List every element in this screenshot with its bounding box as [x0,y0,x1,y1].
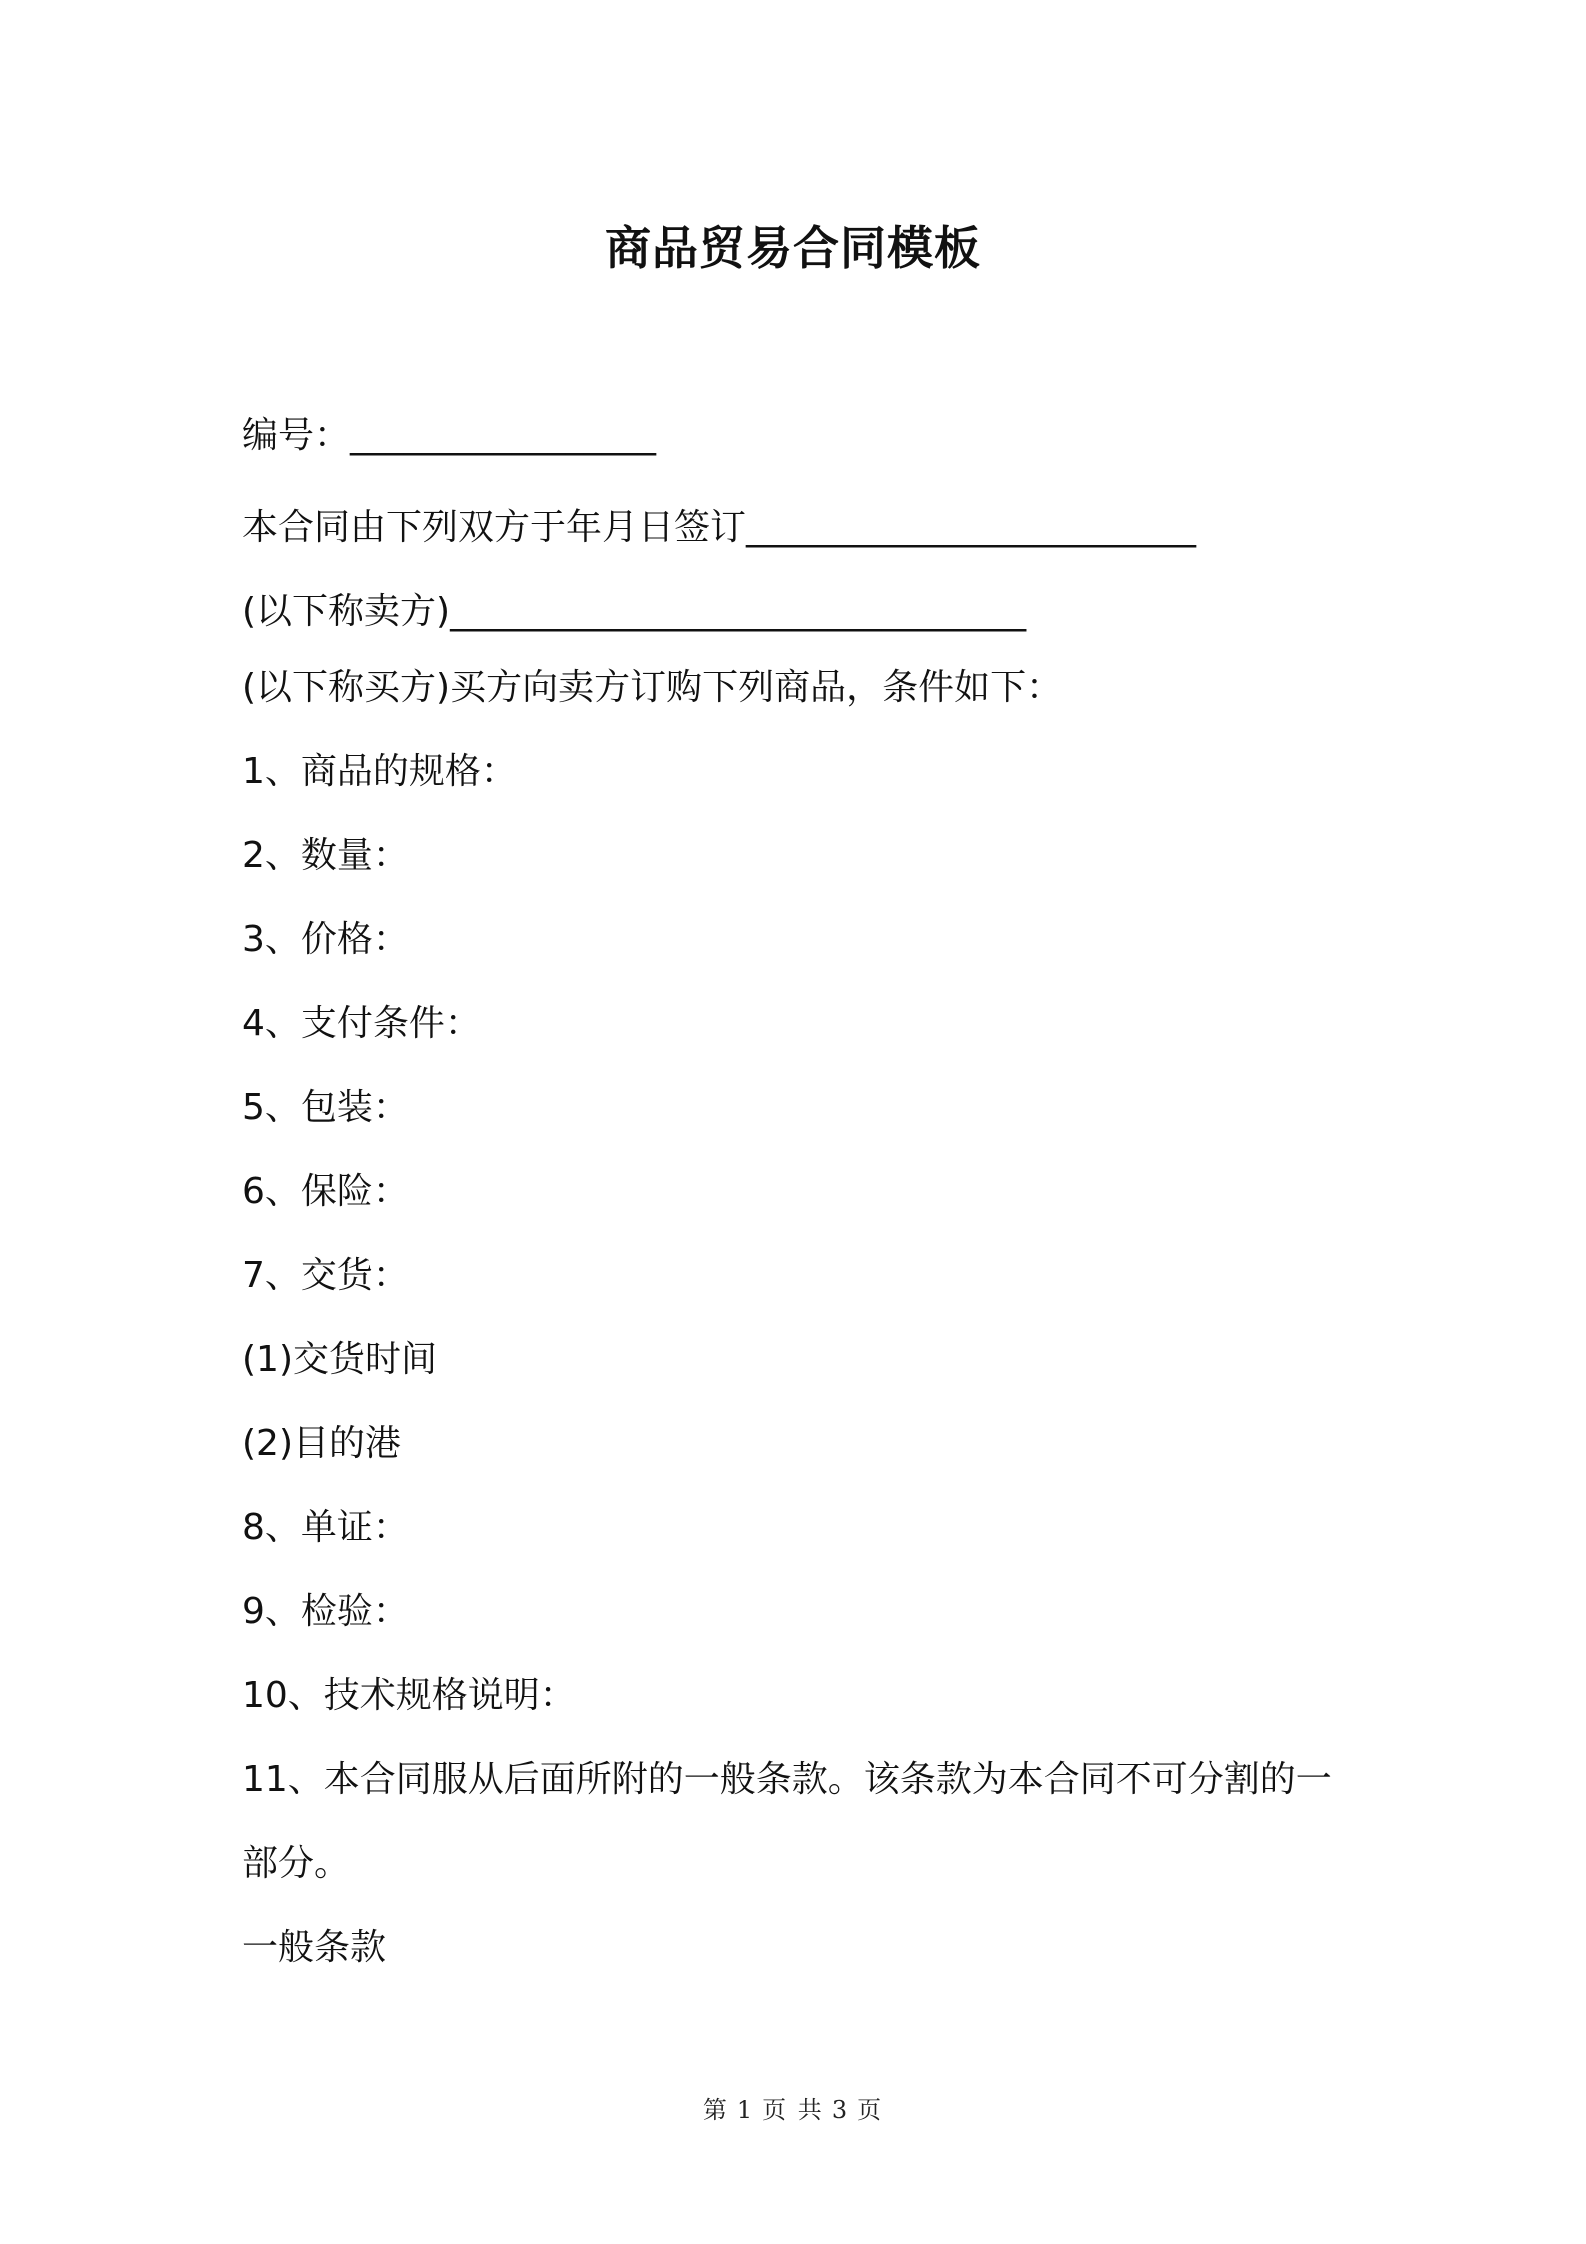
clause-delivery: 7、交货： [242,1255,409,1296]
clause-payment: 4、支付条件： [242,1003,481,1044]
document-title: 商品贸易合同模板 [605,221,981,275]
clause-general-terms-cont: 部分。 [242,1843,351,1884]
clause-specification: 1、商品的规格： [242,751,517,792]
page-footer [0,2090,1586,2125]
clause-technical-spec: 10、技术规格说明： [242,1675,576,1716]
clause-packing: 5、包装： [242,1087,409,1128]
contract-number-line: 编号：_________________ [242,415,657,456]
destination-port: (2)目的港 [242,1423,401,1464]
clause-quantity: 2、数量： [242,835,409,876]
footer-suffix: 页 [857,2096,884,2124]
buyer-line: (以下称买方)买方向卖方订购下列商品，条件如下： [242,667,1063,708]
clause-general-terms: 11、本合同服从后面所附的一般条款。该条款为本合同不可分割的一 [242,1759,1332,1800]
general-terms-heading: 一般条款 [242,1927,387,1968]
clause-insurance: 6、保险： [242,1171,409,1212]
footer-prefix: 第 [702,2096,729,2124]
footer-mid: 页 共 [762,2096,824,2124]
seller-line: (以下称卖方)________________________________ [242,591,1027,632]
footer-current-page: 1 [736,2096,755,2124]
clause-price: 3、价格： [242,919,409,960]
signing-line: 本合同由下列双方于年月日签订_________________________ [242,507,1197,548]
clause-documents: 8、单证： [242,1507,409,1548]
clause-inspection: 9、检验： [242,1591,409,1632]
footer-total-pages: 3 [831,2096,850,2124]
delivery-time: (1)交货时间 [242,1339,437,1380]
